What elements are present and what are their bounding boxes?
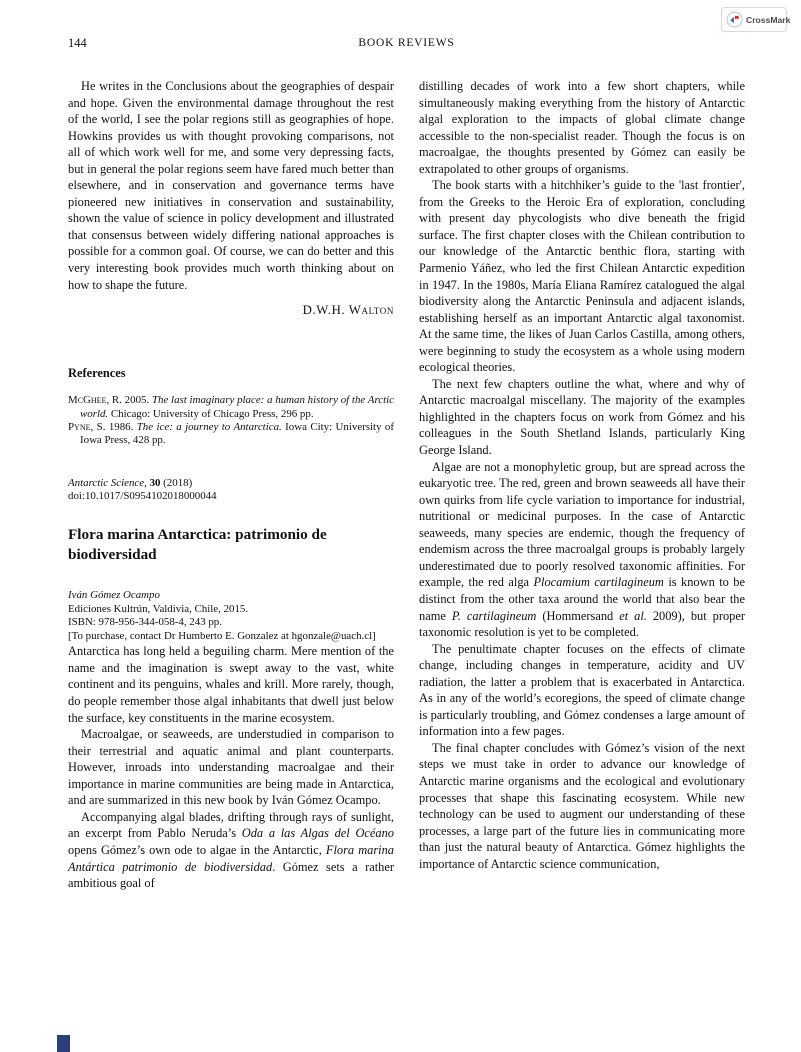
crossmark-badge[interactable] <box>721 7 791 32</box>
references-heading: References <box>68 365 126 380</box>
review-paragraph: The penultimate chapter focuses on the effects of climate change, including changes in temperature, acidity and UV radiation, the latter a problem that is exacerbated in Antarctica. As in any of the world’s ecoregions, the speed of climate change is particularly troubling, and Gómez condenses a large amount of information into a few pages. <box>419 641 745 739</box>
review-paragraph: Antarctica has long held a beguiling charm. Mere mention of the name and the imagination is swept away to the vast, white continent and its penguins, whales and krill. More rarely, though, do people remember those algal inhabitants that dwell just below the surface, key constituents in the marine ecosystem. <box>68 644 394 725</box>
crossmark-logo-icon <box>726 11 743 28</box>
publication-info <box>68 589 394 643</box>
right-column <box>419 78 745 872</box>
doi-line: doi:10.1017/S0954102018000044 <box>68 490 217 503</box>
review-paragraph: The book starts with a hitchhiker’s guide to the 'last frontier', from the Greeks to the Heroic Era of exploration, concluding with present day phycologists who dive beneath the frigid surface. The first chapter closes with the Chilean contribution to our knowledge of the Antarctic benthic flora, starting with Parmenio Yáñez, who led the first Chilean Antarctic expedition in 1947. In the 1980s, María Eliana Ramírez catalogued the algal biodiversity along the Antarctic Peninsula and adjacent islands, establishing herself as an important Antarctic algal taxonomist. At the same time, the likes of Juan Carlos Castilla, among others, were beginning to study the ecosystem as a whole using modern ecological theories. <box>419 178 745 375</box>
review-paragraph: Macroalgae, or seaweeds, are understudied in comparison to their terrestrial and aquatic animal and plant counterparts. However, inroads into understanding macroalgae and their importance in marine communities are being made in Antarctica, and are summarized in this new book by Iván Gómez Ocampo. <box>68 727 394 808</box>
book-author: Iván Gómez Ocampo <box>68 589 160 602</box>
review-paragraph: distilling decades of work into a few short chapters, while simultaneously making everything from the history of Antarctic algal exploration to the impacts of global climate change accessible to the non-specialist reader. Though the focus is on macroalgae, the thoughts presented by Gómez can easily be extrapolated to other groups of organisms. <box>419 79 745 176</box>
left-column <box>68 78 394 892</box>
journal-citation-line: Antarctic Science, 30 (2018) <box>68 476 193 489</box>
isbn-line: ISBN: 978-956-344-058-4, 243 pp. <box>68 616 222 629</box>
review-closing-paragraph: He writes in the Conclusions about the geographies of despair and hope. Given the environmental damage throughout the rest of the world, I see the polar regions still as geographies of hope. Howkins provides us with thought provoking comparisons, not all of which work well for me, and some very depressing facts, but in general the polar regions seem have fared much better than elsewhere, and in conservation and governance terms have pioneered new initiatives in conservation and sustainability, shown the value of science in policy development and illustrated that consensus between widely differing national approaches is possible for a common goal. Of course, we can do better and this very interesting book provides much worth thinking about on how to shape the future. <box>68 79 394 292</box>
print-registration-mark <box>57 1035 70 1052</box>
publisher-line: Ediciones Kultrún, Valdivia, Chile, 2015. <box>68 602 249 615</box>
review-paragraph: Accompanying algal blades, drifting through rays of sunlight, an excerpt from Pablo Neruda’s Oda a las Algas del Océano opens Gómez’s own ode to algae in the Antarctic, Flora marina Antártica patrimonio de biodiversidad. Gómez sets a rather ambitious goal of <box>68 809 395 891</box>
crossmark-label: CrossMark <box>746 14 791 25</box>
purchase-note: [To purchase, contact Dr Humberto E. Gonzalez at hgonzale@uach.cl] <box>68 629 376 642</box>
review-paragraph: The next few chapters outline the what, where and why of Antarctic macroalgal miscellany. The majority of the examples highlighted in the chapters focus on work from Gómez and his colleagues in the South Shetland Islands, particularly King George Island. <box>419 376 745 458</box>
running-head: BOOK REVIEWS <box>358 37 455 49</box>
book-title: Flora marina Antarctica: patrimonio de biodiversidad <box>68 526 327 563</box>
reference-entry: Pyne, S. 1986. The ice: a journey to Antarctica. Iowa City: University of Iowa Press, 428 pp. <box>68 421 395 447</box>
reviewer-signature: D.W.H. Walton <box>302 303 394 318</box>
reference-entry: McGhee, R. 2005. The last imaginary place: a human history of the Arctic world. Chicago: University of Chicago Press, 296 pp. <box>68 394 394 420</box>
journal-citation-block <box>68 477 394 504</box>
review-paragraph: Algae are not a monophyletic group, but are spread across the eukaryotic tree. The red, green and brown seaweeds all have their own quirks from life cycle variation to importance for industrial, nutritional or medicinal purposes. In the case of Antarctic seaweeds, many species are endemic, though the frequency of endemism across the three macroalgal groups is probably largely underestimated due to poorly resolved taxonomic affinities. For example, the red alga Plocamium cartilagineum is known to be distinct from the other taxa around the world that also bear the name P. cartilagineum (Hommersand et al. 2009), but proper taxonomic resolution is yet to be completed. <box>419 459 745 640</box>
review-paragraph: The final chapter concludes with Gómez’s vision of the next steps we must take in order to advance our knowledge of Antarctic marine organisms and the ecological and evolutionary processes that shape this fascinating ecosystem. While new technology can be used to augment our understanding of these processes, a large part of the future lies in communicating more than just the natural beauty of Antarctica. Gómez highlights the importance of Antarctic science communication, <box>419 740 745 871</box>
page-number: 144 <box>68 36 87 50</box>
